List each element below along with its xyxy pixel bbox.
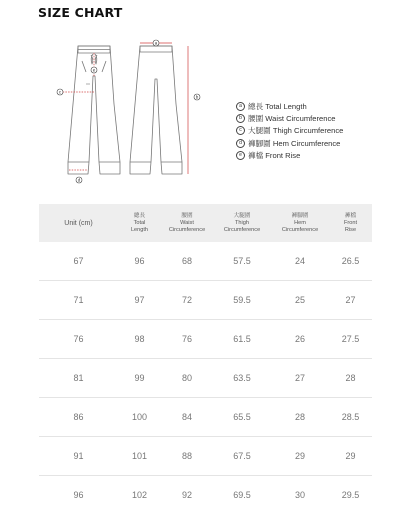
cell-front-rise: 28 [329,359,372,398]
cell-hem: 25 [271,281,329,320]
cell-total-length: 98 [118,320,161,359]
table-row [39,437,372,476]
table-row [39,398,372,437]
cell-thigh: 65.5 [213,398,271,437]
cell-unit: 67 [39,242,118,281]
cell-waist: 92 [161,476,213,514]
cell-waist: 68 [161,242,213,281]
cell-total-length: 97 [118,281,161,320]
table-row [39,281,372,320]
legend-label: 腰圍 Waist Circumference [248,113,335,124]
marker-d-icon: d [236,139,245,148]
column-header-waist: 腰圍 Waist Circumference [161,204,213,242]
page-title: SIZE CHART [38,5,123,20]
marker-b-icon [194,94,200,100]
cell-front-rise: 26.5 [329,242,372,281]
svg-text:b: b [196,95,199,100]
legend-label: 褲腳圍 Hem Circumference [248,138,340,149]
cell-unit: 91 [39,437,118,476]
column-header-thigh: 大腿圍 Thigh Circumference [213,204,271,242]
table-header-row [39,204,372,242]
cell-hem: 28 [271,398,329,437]
legend-label: 總長 Total Length [248,101,307,112]
cell-front-rise: 29.5 [329,476,372,514]
cell-thigh: 61.5 [213,320,271,359]
cell-front-rise: 29 [329,437,372,476]
cell-unit: 71 [39,281,118,320]
table-row [39,242,372,281]
svg-text:c: c [59,90,62,95]
cell-total-length: 102 [118,476,161,514]
table-row [39,359,372,398]
cell-hem: 29 [271,437,329,476]
svg-text:d: d [78,178,81,183]
table-row [39,320,372,359]
cell-waist: 84 [161,398,213,437]
legend-label: 褲檔 Front Rise [248,150,300,161]
cell-thigh: 57.5 [213,242,271,281]
cell-front-rise: 27.5 [329,320,372,359]
cell-hem: 24 [271,242,329,281]
table-row [39,476,372,514]
cell-waist: 88 [161,437,213,476]
legend-label: 大腿圍 Thigh Circumference [248,125,343,136]
svg-text:a: a [155,41,158,46]
cell-unit: 81 [39,359,118,398]
cell-waist: 76 [161,320,213,359]
cell-unit: 86 [39,398,118,437]
cell-hem: 27 [271,359,329,398]
marker-c-icon [57,89,63,95]
cell-total-length: 100 [118,398,161,437]
column-header-hem: 褲腳圍 Hem Circumference [271,204,329,242]
cell-thigh: 69.5 [213,476,271,514]
cell-hem: 30 [271,476,329,514]
column-header-unit: Unit (cm) [39,204,118,242]
cell-unit: 96 [39,476,118,514]
size-table-container [39,204,372,514]
marker-d-icon [76,177,82,183]
back-view-pants [130,46,182,174]
cell-thigh: 67.5 [213,437,271,476]
cell-total-length: 101 [118,437,161,476]
marker-c-icon: c [236,126,245,135]
cell-front-rise: 27 [329,281,372,320]
cell-waist: 80 [161,359,213,398]
marker-a-icon: a [236,102,245,111]
legend-item-front-rise [236,149,343,161]
measurement-legend [236,100,343,161]
marker-a-icon [153,40,159,46]
legend-item-total-length [236,100,343,112]
legend-item-waist [236,112,343,124]
cell-hem: 26 [271,320,329,359]
marker-b-icon: b [236,114,245,123]
legend-item-hem [236,137,343,149]
cell-thigh: 63.5 [213,359,271,398]
cell-front-rise: 28.5 [329,398,372,437]
marker-e-icon: e [236,151,245,160]
legend-item-thigh [236,125,343,137]
cell-waist: 72 [161,281,213,320]
marker-e-icon [91,67,97,73]
pants-diagram [50,34,210,188]
cell-unit: 76 [39,320,118,359]
cell-total-length: 96 [118,242,161,281]
cell-thigh: 59.5 [213,281,271,320]
cell-total-length: 99 [118,359,161,398]
column-header-total-length: 總長 Total Length [118,204,161,242]
svg-text:e: e [93,68,96,73]
size-table [39,204,372,514]
column-header-front-rise: 褲檔 Front Rise [329,204,372,242]
